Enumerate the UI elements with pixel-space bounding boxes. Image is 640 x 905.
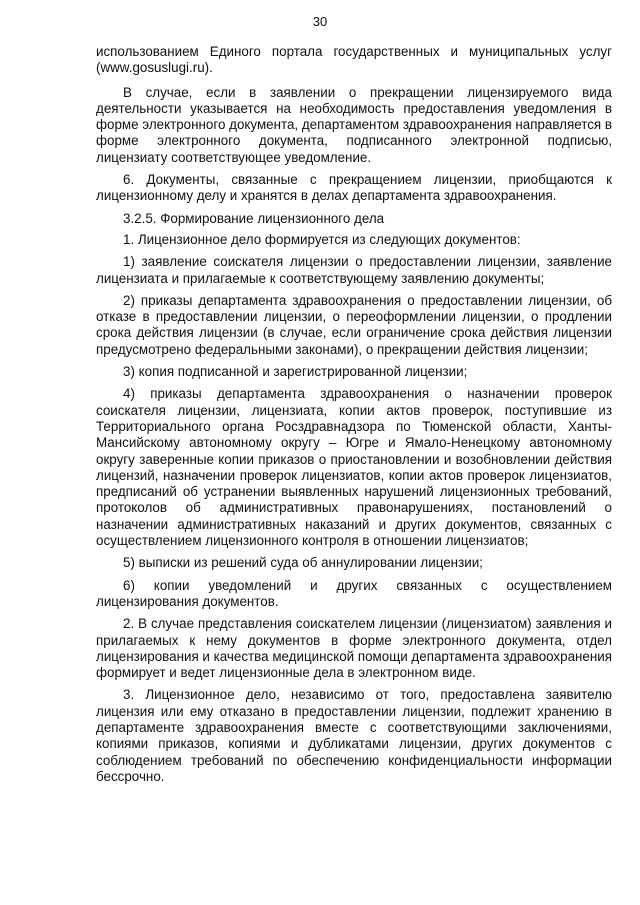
paragraph-item-2: 2. В случае представления соискателем лицензии (лицензиатом) заявления и прилагаемых к нему документов в форме электронного документа, отдел лицензирования и качества медицинской помощи департамента здравоохранения формирует и ведет лицензионные дела в электронном виде.	[96, 616, 612, 681]
list-item-5: 5) выписки из решений суда об аннулировании лицензии;	[123, 555, 483, 571]
paragraph-item-1: 1. Лицензионное дело формируется из следующих документов:	[123, 231, 521, 247]
page-number: 30	[312, 14, 328, 29]
list-item-4: 4) приказы департамента здравоохранения о назначении проверок соискателя лицензии, лицензиата, копии актов проверок, поступившие из Территориального органа Росздравнадзора по Тюменской области, Ханты-Мансийскому автономному округу – Югре и Ямало-Ненецкому автономному округу заверенные копии приказов о приостановлении и возобновлении действия лицензий, назначении проверок лицензиатов, копии актов проверок лицензиатов, предписаний об устранении выявленных нарушений лицензионных требований, протоколов об административных правонарушениях, постановлений о назначении административных наказаний и других документов, связанных с осуществлением лицензионного контроля в отношении лицензиатов;	[96, 386, 612, 549]
list-item-1: 1) заявление соискателя лицензии о предоставлении лицензии, заявление лицензиата и прилагаемые к соответствующему заявлению документы;	[96, 254, 612, 286]
list-item-6: 6) копии уведомлений и других связанных с осуществлением лицензирования документов.	[96, 577, 612, 609]
section-heading-3-2-5: 3.2.5. Формирование лицензионного дела	[123, 210, 385, 226]
list-item-2: 2) приказы департамента здравоохранения о предоставлении лицензии, об отказе в предоставлении лицензии, о переоформлении лицензии, о продлении срока действия лицензии (в случае, если ограничение срока действия лицензии предусмотрено федеральными законами), о прекращении действия лицензии;	[96, 292, 612, 357]
paragraph-item-6: 6. Документы, связанные с прекращением лицензии, приобщаются к лицензионному делу и хранятся в делах департамента здравоохранения.	[96, 172, 612, 204]
paragraph-electronic-notice: В случае, если в заявлении о прекращении лицензируемого вида деятельности указывается на необходимость предоставления уведомления в форме электронного документа, департаментом здравоохранения направляется в форме электронного документа, подписанного электронной подписью, лицензиату соответствующее уведомление.	[96, 84, 612, 165]
paragraph-item-3: 3. Лицензионное дело, независимо от того, предоставлена заявителю лицензия или ему отказано в предоставлении лицензии, подлежит хранению в департаменте здравоохранения вместе с соответствующими заключениями, копиями приказов, копиями и дубликатами лицензии, других документов с соблюдением требований по обеспечению конфиденциальности информации бессрочно.	[96, 687, 612, 784]
document-body	[96, 44, 612, 791]
list-item-3: 3) копия подписанной и зарегистрированной лицензии;	[123, 364, 468, 380]
paragraph-continuation: использованием Единого портала государственных и муниципальных услуг (www.gosuslugi.ru).	[96, 44, 612, 76]
